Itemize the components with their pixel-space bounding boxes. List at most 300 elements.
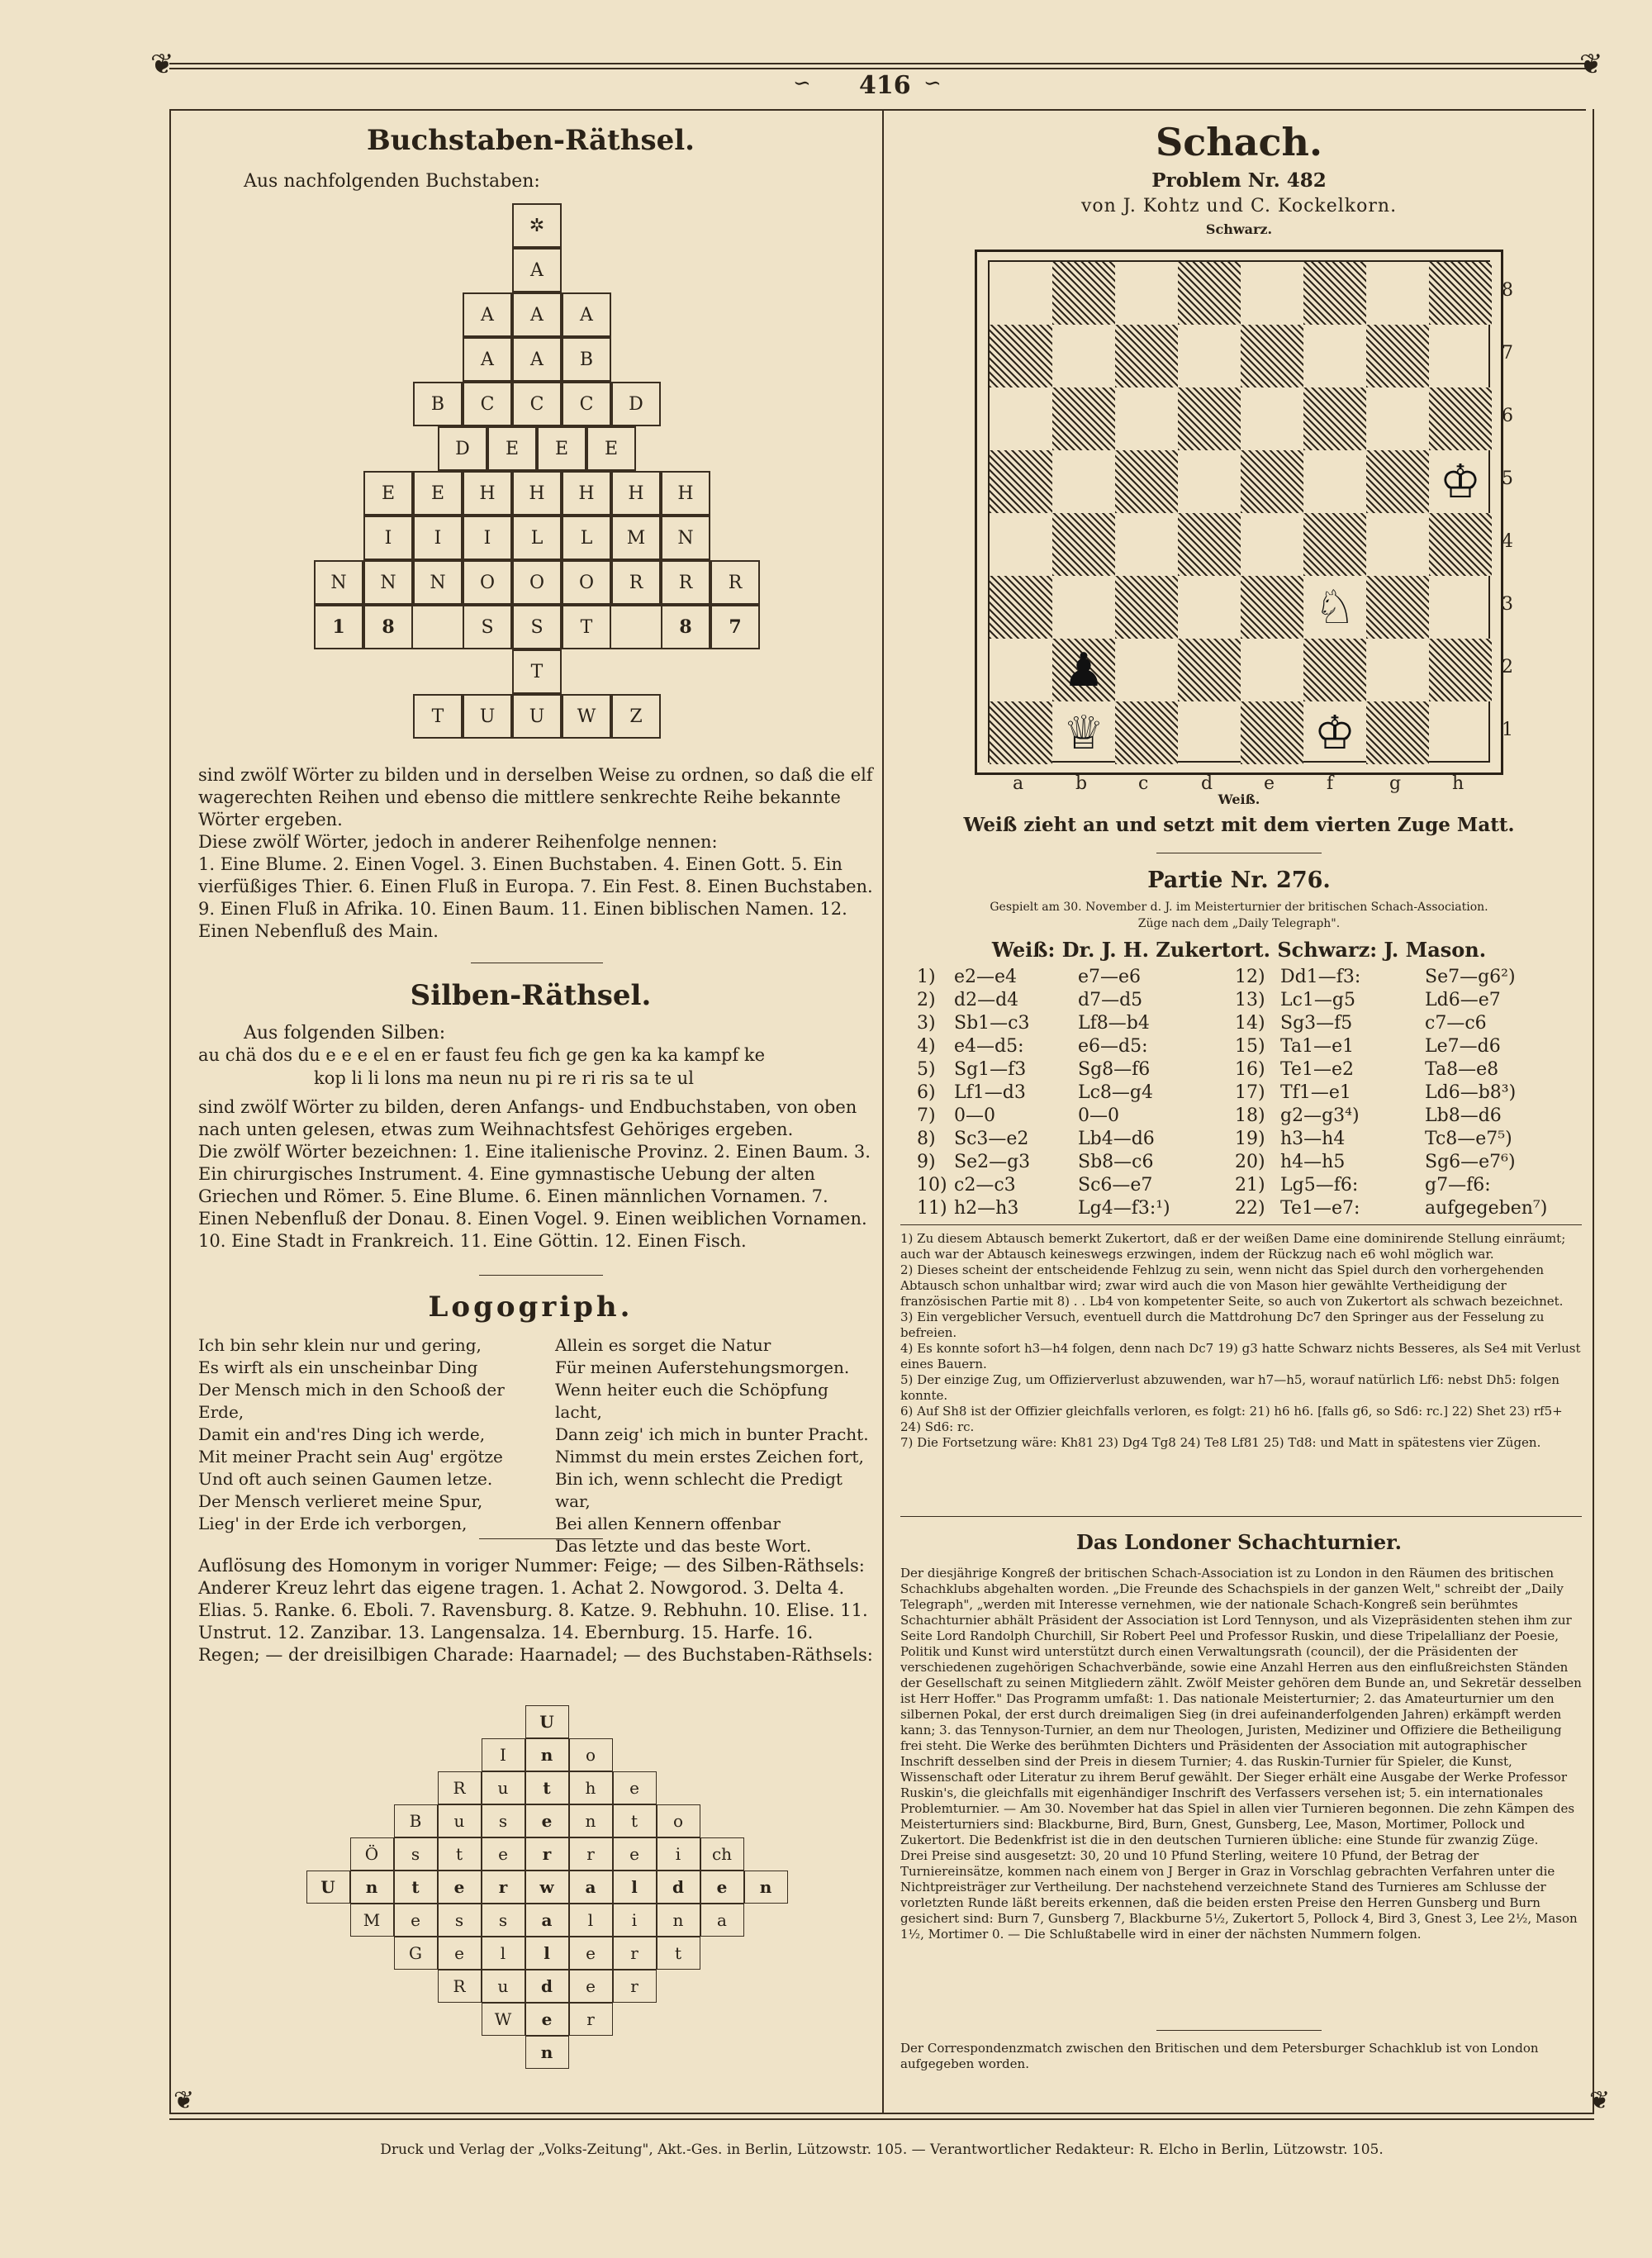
- section-divider: [479, 1538, 603, 1539]
- move-cell: g7—f6:: [1425, 1174, 1491, 1196]
- move-cell: 11): [917, 1197, 947, 1219]
- board-square: [1429, 325, 1492, 387]
- move-row: [917, 1011, 1565, 1034]
- move-cell: aufgegeben⁷): [1425, 1197, 1548, 1219]
- move-row: [917, 1058, 1565, 1081]
- board-square: [1429, 701, 1492, 764]
- ornament-left-icon: ❦: [150, 48, 174, 81]
- move-cell: Sc3—e2: [954, 1128, 1029, 1149]
- puzzle-cell: H: [562, 471, 611, 516]
- ornament-right-icon: ❦: [1579, 48, 1603, 81]
- puzzle-cell: B: [413, 382, 463, 426]
- solution-cell: e: [525, 2003, 569, 2036]
- move-cell: Lc1—g5: [1280, 989, 1356, 1010]
- move-cell: Sg8—f6: [1078, 1058, 1151, 1080]
- notes-rule: [900, 1224, 1582, 1225]
- move-cell: 4): [917, 1035, 936, 1057]
- move-cell: 10): [917, 1174, 947, 1196]
- solution-cell: s: [438, 1904, 482, 1937]
- solution-cell: r: [569, 1837, 613, 1871]
- partie-notes: 1) Zu diesem Abtausch bemerkt Zukertort, daß er der weißen Dame eine dominirende Stellung einräumt; auch war der Abtausch keineswegs erzwingen, indem der Rückzug nach e6 wohl möglich war. 2) Dieses scheint der entscheidende Fehlzug zu sein, wenn nicht das Spiel durch den vorhergehenden Abtausch schon unhaltbar wird; zwar wird auch die von Mason hier gewählte Vertheidigung der französischen Partie mit 8) . . Lb4 von kompetenter Seite, so auch von Zukertort als schwach bezeichnet. 3) Ein vergeblicher Versuch, eventuell durch die Mattdrohung Dc7 den Springer aus der Fesselung zu befreien. 4) Es konnte sofort h3—h4 folgen, denn nach Dc7 19) g3 hatte Schwarz nichts Besseres, als Se4 mit Verlust eines Bauern. 5) Der einzige Zug, um Offizierverlust abzuwenden, war h7—h5, worauf natürlich Lf6: nebst Dh5: folgen konnte. 6) Auf Sh8 ist der Offizier gleichfalls verloren, es folgt: 21) h6 h6. [falls g6, so Sd6: rc.] 22) Shet 23) rf5+ 24) Sd6: rc. 7) Die Fortsetzung wäre: Kh81 23) Dg4 Tg8 24) Te8 Lf81 25) Td8: und Matt in spätestens vier Zügen.: [900, 1231, 1581, 1450]
- board-square: [1115, 262, 1178, 325]
- solution-cell: a: [569, 1871, 613, 1904]
- partie-subtitle-1: Gespielt am 30. November d. J. im Meisterturnier der britischen Schach-Association.: [990, 901, 1488, 914]
- board-square: [1115, 387, 1178, 450]
- solution-cell: d: [525, 1970, 569, 2003]
- puzzle-cell: A: [463, 292, 512, 337]
- move-cell: Sb8—c6: [1078, 1151, 1154, 1172]
- solution-cell: R: [438, 1771, 482, 1804]
- rank-label: 4: [1502, 531, 1513, 552]
- header-rule: [169, 109, 1586, 111]
- solution-cell: e: [438, 1937, 482, 1970]
- puzzle-cell: D: [438, 426, 487, 471]
- move-cell: e2—e4: [954, 966, 1018, 987]
- board-square: [990, 576, 1052, 639]
- solution-cell: R: [438, 1970, 482, 2003]
- board-square: [1366, 325, 1429, 387]
- puzzle-cell: I: [363, 516, 413, 560]
- board-square: [1052, 450, 1115, 513]
- board-square: [1303, 639, 1366, 701]
- solution-cell: e: [569, 1937, 613, 1970]
- puzzle-cell: A: [463, 337, 512, 382]
- solution-cell: a: [700, 1904, 744, 1937]
- solution-cell: e: [569, 1970, 613, 2003]
- puzzle-cell: 8: [661, 605, 710, 649]
- puzzle-cell: H: [463, 471, 512, 516]
- puzzle-cell: W: [562, 694, 611, 739]
- logogriph-col-2: Allein es sorget die Natur Für meinen Auferstehungsmorgen. Wenn heiter euch die Schöpfung lacht, Dann zeig' ich mich in bunter Pracht. Nimmst du mein erstes Zeichen fort, Bin ich, wenn schlecht die Predigt war, Bei allen Kennern offenbar Das letzte und das beste Wort.: [555, 1335, 869, 1556]
- file-label: e: [1264, 773, 1275, 794]
- solution-cell: i: [613, 1904, 657, 1937]
- board-square: [1052, 325, 1115, 387]
- puzzle-cell: L: [512, 516, 562, 560]
- puzzle-cell: 1: [314, 605, 363, 649]
- solution-cell: a: [525, 1904, 569, 1937]
- white-queen-icon: ♕: [1062, 706, 1105, 760]
- board-square: [1178, 639, 1241, 701]
- file-label: f: [1327, 773, 1334, 794]
- move-cell: e4—d5:: [954, 1035, 1024, 1057]
- white-king-icon: ♔: [1313, 706, 1356, 760]
- moves-table: [917, 965, 1565, 1219]
- board-square: [1366, 513, 1429, 576]
- solution-cell: u: [482, 1771, 525, 1804]
- chess-board: [975, 250, 1503, 775]
- move-cell: 2): [917, 989, 936, 1010]
- move-row: [917, 1196, 1565, 1219]
- board-square: [1178, 701, 1241, 764]
- solution-cell: l: [569, 1904, 613, 1937]
- board-square: [1303, 325, 1366, 387]
- puzzle-cell: A: [512, 248, 562, 292]
- top-rule-2: [169, 68, 1586, 69]
- bottom-rule: [169, 2113, 1594, 2114]
- move-cell: 0—0: [954, 1105, 995, 1126]
- board-square: [990, 262, 1052, 325]
- puzzle-cell: E: [586, 426, 636, 471]
- solution-cell: Ö: [350, 1837, 394, 1871]
- puzzle-cell: ✲: [512, 203, 562, 248]
- file-label: h: [1452, 773, 1464, 794]
- move-cell: Lf1—d3: [954, 1081, 1026, 1103]
- board-square: [1429, 387, 1492, 450]
- move-cell: 7): [917, 1105, 936, 1126]
- turnier-text: Der diesjährige Kongreß der britischen Schach-Association ist zu London in den Räumen des britischen Schachklubs abgehalten worden. „Die Freunde des Schachspiels in der ganzen Welt," schreibt der „Daily Telegraph", „werden mit Interesse vernehmen, wie der nationale Schach-Kongreß sein berühmtes Schachturnier abhält Präsident der Association ist Lord Tennyson, und als Vizepräsidenten stehen ihm zur Seite Lord Randolph Churchill, Sir Robert Peel und Professor Ruskin, und diese Tripelallianz der Poesie, Politik und Kunst wird unterstützt durch einen Verwaltungsrath (council), der die Präsidenten der verschiedenen zugehörigen Schachverbände, sowie eine Anzahl Herren aus den einflußreichsten Ständen der Gesellschaft zu seinen Mitgliedern zählt. Zwölf Meister gehören dem Bunde an, und Sekretär desselben ist Herr Hoffer." Das Programm umfaßt: 1. Das nationale Meisterturnier; 2. das Amateurturnier um den silbernen Pokal, der erst durch dreimaligen Sieg (in drei aufeinanderfolgenden Jahren) erkämpft werden kann; 3. das Tennyson-Turnier, an dem nur Theologen, Juristen, Mediziner und Offiziere die Betheiligung frei steht. Die Werke des berühmten Dichters und Präsidenten der Association mit autographischer Inschrift desselben sind der Preis in diesem Turnier; 4. das Ruskin-Turnier für Spieler, die Kunst, Wissenschaft oder Literatur zu ihrem Beruf gewählt. Der Sieger erhält eine Ausgabe der Werke Professor Ruskin's, die gleichfalls mit eigenhändiger Inschrift des Verfassers versehen ist; 5. ein internationales Problemturnier. — Am 30. November hat das Spiel in allen vier Turnieren begonnen. Die zehn Kämpen des Meisterturniers sind: Blackburne, Bird, Burn, Gnest, Gunsberg, Lee, Mason, Mortimer, Pollock und Zukertort. Die Bedenkfrist ist die in den deutschen Turnieren übliche: eine Stunde für zwanzig Züge. Drei Preise sind ausgesetzt: 30, 20 und 10 Pfund Sterling, weitere 10 Pfund, der Betrag der Turniereinsätze, kommen nach einem von J Berger in Graz in Vorschlag gebrachten Verfahren unter die Nichtpreisträger zur Vertheilung. Der nachstehend verzeichnete Stand des Turnieres am Schlusse der vorletzten Runde läßt bereits erkennen, daß die beiden ersten Preise den Herren Gunsberg und Burn gesichert sind: Burn 7, Gunsberg 7, Blackburne 5½, Zukertort 5, Pollock 4, Bird 3, Gnest 3, Lee 2½, Mason 1½, Mortimer 0. — Die Schlußtabelle wird in einer der nächsten Nummern folgen.: [900, 1566, 1582, 1942]
- board-square: [1303, 513, 1366, 576]
- solution-cell: r: [613, 1970, 657, 2003]
- move-row: [917, 1104, 1565, 1127]
- board-square: [1366, 639, 1429, 701]
- solution-cell: d: [657, 1871, 700, 1904]
- board-square: [1115, 513, 1178, 576]
- board-square: [1366, 387, 1429, 450]
- buchstaben-text: sind zwölf Wörter zu bilden und in derselben Weise zu ordnen, so daß die elf wagerechten Reihen und ebenso die mittlere senkrechte Reihe bekannte Wörter ergeben. Diese zwölf Wörter, jedoch in anderer Reihenfolge nennen: 1. Eine Blume. 2. Einen Vogel. 3. Einen Buchstaben. 4. Einen Gott. 5. Ein vierfüßiges Thier. 6. Einen Fluß in Europa. 7. Ein Fest. 8. Einen Buchstaben. 9. Einen Fluß in Afrika. 10. Einen Baum. 11. Einen biblischen Namen. 12. Einen Nebenfluß des Main.: [198, 765, 873, 941]
- page-number-ornament-left-icon: ∽: [793, 71, 811, 96]
- turnier-rule: [900, 1516, 1582, 1517]
- board-square: [1178, 325, 1241, 387]
- partie-subtitle-2: Züge nach dem „Daily Telegraph".: [1137, 917, 1341, 930]
- board-square: [1178, 387, 1241, 450]
- board-square: [1241, 576, 1303, 639]
- move-cell: h4—h5: [1280, 1151, 1346, 1172]
- board-square: [990, 639, 1052, 701]
- puzzle-cell: L: [562, 516, 611, 560]
- puzzle-cell: 7: [710, 605, 760, 649]
- rank-label: 7: [1502, 343, 1513, 364]
- solution-cell: e: [394, 1904, 438, 1937]
- rank-label: 2: [1502, 657, 1513, 677]
- board-square: [1429, 576, 1492, 639]
- logogriph-title: Logogriph.: [428, 1291, 634, 1324]
- solution-cell: n: [744, 1871, 788, 1904]
- solution-cell: r: [525, 1837, 569, 1871]
- puzzle-cell: N: [314, 560, 363, 605]
- problem-authors: von J. Kohtz und C. Kockelkorn.: [1080, 196, 1398, 216]
- puzzle-cell: S: [512, 605, 562, 649]
- move-cell: Se7—g6²): [1425, 966, 1516, 987]
- puzzle-cell: H: [611, 471, 661, 516]
- board-square: [1429, 513, 1492, 576]
- move-cell: Sg3—f5: [1280, 1012, 1353, 1034]
- solution-cell: l: [525, 1937, 569, 1970]
- logogriph-col-1: Ich bin sehr klein nur und gering, Es wirft als ein unscheinbar Ding Der Mensch mich in den Schooß der Erde, Damit ein and'res Ding ich werde, Mit meiner Pracht sein Aug' ergötze Und oft auch seinen Gaumen letze. Der Mensch verlieret meine Spur, Lieg' in der Erde ich verborgen,: [198, 1335, 505, 1533]
- board-square: [1366, 576, 1429, 639]
- puzzle-cell: R: [661, 560, 710, 605]
- move-cell: e7—e6: [1078, 966, 1142, 987]
- solution-cell: l: [613, 1871, 657, 1904]
- move-cell: 3): [917, 1012, 936, 1034]
- section-divider: [1156, 2030, 1322, 2031]
- solution-cell: s: [482, 1904, 525, 1937]
- solution-cell: t: [525, 1771, 569, 1804]
- buchstaben-intro: Aus nachfolgenden Buchstaben:: [244, 171, 540, 192]
- white-label: Weiß.: [1218, 791, 1260, 807]
- move-cell: c2—c3: [954, 1174, 1016, 1196]
- board-square: [1241, 639, 1303, 701]
- puzzle-cell: M: [611, 516, 661, 560]
- move-row: [917, 1081, 1565, 1104]
- move-cell: Se2—g3: [954, 1151, 1031, 1172]
- solution-cell: G: [394, 1937, 438, 1970]
- move-cell: 14): [1235, 1012, 1265, 1034]
- move-row: [917, 965, 1565, 988]
- solution-cell: u: [482, 1970, 525, 2003]
- solution-cell: W: [482, 2003, 525, 2036]
- board-square: [1303, 262, 1366, 325]
- puzzle-cell: R: [611, 560, 661, 605]
- puzzle-cell: S: [463, 605, 512, 649]
- board-square: [1178, 513, 1241, 576]
- move-cell: 20): [1235, 1151, 1265, 1172]
- move-cell: 1): [917, 966, 936, 987]
- aufloesung-text: Auflösung des Homonym in voriger Nummer: Feige; — des Silben-Räthsels: Anderer Kreuz lehrt das eigene tragen. 1. Achat 2. Nowgorod. 3. Delta 4. Elias. 5. Ranke. 6. Eboli. 7. Ravensburg. 8. Katze. 9. Rebhuhn. 10. Elise. 11. Unstrut. 12. Zanzibar. 13. Langensalza. 14. Ebernburg. 15. Harfe. 16. Regen; — der dreisilbigen Charade: Haarnadel; — des Buchstaben-Räthsels:: [198, 1556, 873, 1665]
- move-cell: Sb1—c3: [954, 1012, 1030, 1034]
- board-square: [1115, 450, 1178, 513]
- move-cell: Ta8—e8: [1425, 1058, 1499, 1080]
- solution-cell: e: [438, 1871, 482, 1904]
- file-label: b: [1075, 773, 1088, 794]
- move-cell: 18): [1235, 1105, 1265, 1126]
- white-king-icon: ♔: [1439, 454, 1482, 509]
- board-square: [1429, 639, 1492, 701]
- puzzle-cell: O: [562, 560, 611, 605]
- move-cell: Tc8—e7⁵): [1425, 1128, 1512, 1149]
- board-square: [1303, 387, 1366, 450]
- move-cell: Ta1—e1: [1280, 1035, 1355, 1057]
- top-rule: [169, 63, 1586, 64]
- solution-cell: i: [657, 1837, 700, 1871]
- puzzle-cell: U: [463, 694, 512, 739]
- solution-cell: t: [394, 1871, 438, 1904]
- board-square: [1178, 262, 1241, 325]
- puzzle-cell: C: [512, 382, 562, 426]
- board-square: [1052, 262, 1115, 325]
- puzzle-cell: I: [413, 516, 463, 560]
- solution-cell: t: [613, 1804, 657, 1837]
- board-square: [1303, 450, 1366, 513]
- move-cell: 9): [917, 1151, 936, 1172]
- board-square: [1366, 262, 1429, 325]
- white-knight-icon: ♘: [1313, 580, 1356, 635]
- move-cell: 13): [1235, 989, 1265, 1010]
- move-cell: Lb4—d6: [1078, 1128, 1155, 1149]
- solution-cell: n: [657, 1904, 700, 1937]
- puzzle-cell: E: [413, 471, 463, 516]
- puzzle-cell: H: [661, 471, 710, 516]
- move-cell: Lg4—f3:¹): [1078, 1197, 1170, 1219]
- move-cell: 15): [1235, 1035, 1265, 1057]
- puzzle-cell: [413, 605, 463, 649]
- move-cell: 22): [1235, 1197, 1265, 1219]
- board-square: [990, 325, 1052, 387]
- move-cell: e6—d5:: [1078, 1035, 1148, 1057]
- board-square: [1052, 576, 1115, 639]
- solution-cell: r: [613, 1937, 657, 1970]
- move-cell: 21): [1235, 1174, 1265, 1196]
- board-square: [1429, 262, 1492, 325]
- solution-cell: e: [613, 1771, 657, 1804]
- board-square: [990, 701, 1052, 764]
- solution-cell: h: [569, 1771, 613, 1804]
- puzzle-cell: R: [710, 560, 760, 605]
- puzzle-cell: N: [363, 560, 413, 605]
- board-square: [990, 450, 1052, 513]
- solution-cell: s: [482, 1804, 525, 1837]
- move-cell: d2—d4: [954, 989, 1019, 1010]
- board-square: [1241, 325, 1303, 387]
- board-square: [1052, 513, 1115, 576]
- solution-cell: B: [394, 1804, 438, 1837]
- rank-label: 6: [1502, 406, 1513, 426]
- move-cell: g2—g3⁴): [1280, 1105, 1360, 1126]
- puzzle-cell: O: [463, 560, 512, 605]
- board-square: [1115, 576, 1178, 639]
- frame-right: [1593, 109, 1594, 2113]
- solution-cell: o: [569, 1738, 613, 1771]
- puzzle-cell: T: [562, 605, 611, 649]
- solution-cell: w: [525, 1871, 569, 1904]
- puzzle-cell: A: [562, 292, 611, 337]
- move-cell: 6): [917, 1081, 936, 1103]
- move-row: [917, 1173, 1565, 1196]
- move-row: [917, 1150, 1565, 1173]
- solution-cell: t: [657, 1937, 700, 1970]
- black-pawn-icon: ♟: [1062, 643, 1105, 697]
- page-number: 416: [859, 71, 911, 100]
- move-cell: Tf1—e1: [1280, 1081, 1351, 1103]
- solution-cell: U: [306, 1871, 350, 1904]
- puzzle-cell: E: [487, 426, 537, 471]
- board-square: [1178, 576, 1241, 639]
- move-cell: Te1—e7:: [1280, 1197, 1360, 1219]
- solution-cell: n: [569, 1804, 613, 1837]
- puzzle-cell: T: [413, 694, 463, 739]
- puzzle-cell: H: [512, 471, 562, 516]
- ornament-bottom-left-icon: ❦: [173, 2086, 195, 2115]
- solution-cell: l: [482, 1937, 525, 1970]
- move-cell: h3—h4: [1280, 1128, 1346, 1149]
- frame-left: [169, 109, 171, 2113]
- puzzle-cell: C: [463, 382, 512, 426]
- board-square: [1241, 450, 1303, 513]
- puzzle-cell: C: [562, 382, 611, 426]
- move-cell: Lc8—g4: [1078, 1081, 1154, 1103]
- problem-task: Weiß zieht an und setzt mit dem vierten Zuge Matt.: [963, 814, 1515, 836]
- solution-cell: e: [700, 1871, 744, 1904]
- solution-cell: r: [482, 1871, 525, 1904]
- move-cell: Sg1—f3: [954, 1058, 1027, 1080]
- board-square: [990, 513, 1052, 576]
- file-label: c: [1138, 773, 1149, 794]
- puzzle-cell: [611, 605, 661, 649]
- move-cell: h2—h3: [954, 1197, 1019, 1219]
- puzzle-cell: E: [363, 471, 413, 516]
- puzzle-cell: 8: [363, 605, 413, 649]
- move-cell: Ld6—b8³): [1425, 1081, 1517, 1103]
- turnier-closing: Der Correspondenzmatch zwischen den Britischen und dem Petersburger Schachklub ist von London aufgegeben worden.: [900, 2041, 1539, 2071]
- board-square: [1178, 450, 1241, 513]
- move-cell: Sc6—e7: [1078, 1174, 1153, 1196]
- board-square: [1115, 701, 1178, 764]
- move-cell: 16): [1235, 1058, 1265, 1080]
- move-cell: 19): [1235, 1128, 1265, 1149]
- board-square: [1241, 701, 1303, 764]
- bottom-rule-2: [169, 2118, 1594, 2120]
- puzzle-cell: B: [562, 337, 611, 382]
- solution-cell: o: [657, 1804, 700, 1837]
- rank-label: 5: [1502, 468, 1513, 489]
- puzzle-cell: E: [537, 426, 586, 471]
- page-number-ornament-right-icon: ∽: [923, 71, 942, 96]
- solution-cell: n: [525, 1738, 569, 1771]
- solution-cell: M: [350, 1904, 394, 1937]
- puzzle-cell: D: [611, 382, 661, 426]
- puzzle-cell: I: [463, 516, 512, 560]
- puzzle-cell: N: [413, 560, 463, 605]
- solution-cell: U: [525, 1705, 569, 1738]
- puzzle-cell: A: [512, 292, 562, 337]
- solution-cell: s: [394, 1837, 438, 1871]
- move-cell: Lf8—b4: [1078, 1012, 1150, 1034]
- move-cell: 12): [1235, 966, 1265, 987]
- puzzle-cell: U: [512, 694, 562, 739]
- solution-cell: t: [438, 1837, 482, 1871]
- buchstaben-title: Buchstaben-Räthsel.: [366, 124, 695, 157]
- puzzle-cell: A: [512, 337, 562, 382]
- board-square: [1241, 513, 1303, 576]
- solution-cell: r: [569, 2003, 613, 2036]
- move-row: [917, 988, 1565, 1011]
- move-row: [917, 1127, 1565, 1150]
- puzzle-cell: N: [661, 516, 710, 560]
- solution-cell: e: [525, 1804, 569, 1837]
- schach-title: Schach.: [1156, 120, 1322, 164]
- move-cell: c7—c6: [1425, 1012, 1487, 1034]
- board-square: [1115, 325, 1178, 387]
- section-divider: [479, 1275, 603, 1276]
- silben-text: sind zwölf Wörter zu bilden, deren Anfangs- und Endbuchstaben, von oben nach unten gelesen, etwas zum Weihnachtsfest Gehöriges ergeben. Die zwölf Wörter bezeichnen: 1. Eine italienische Provinz. 2. Einen Baum. 3. Ein chirurgisches Instrument. 4. Eine gymnastische Uebung der alten Griechen und Römer. 5. Eine Blume. 6. Einen männlichen Vornamen. 7. Einen Nebenfluß der Donau. 8. Einen Vogel. 9. Einen weiblichen Vornamen. 10. Eine Stadt in Frankreich. 11. Eine Göttin. 12. Einen Fisch.: [198, 1097, 871, 1251]
- move-cell: Lb8—d6: [1425, 1105, 1502, 1126]
- silben-syllables-2: kop li li lons ma neun nu pi re ri ris sa te ul: [314, 1068, 694, 1088]
- silben-intro: Aus folgenden Silben:: [244, 1023, 446, 1043]
- puzzle-cell: Z: [611, 694, 661, 739]
- ornament-bottom-right-icon: ❦: [1589, 2086, 1611, 2115]
- column-divider: [882, 109, 884, 2113]
- silben-syllables-1: au chä dos du e e e el en er faust feu fich ge gen ka ka kampf ke: [198, 1045, 766, 1065]
- solution-cell: e: [613, 1837, 657, 1871]
- solution-cell: ch: [700, 1837, 744, 1871]
- board-square: [1052, 387, 1115, 450]
- turnier-title: Das Londoner Schachturnier.: [1076, 1530, 1402, 1554]
- file-label: a: [1013, 773, 1024, 794]
- board-square: [1366, 701, 1429, 764]
- board-square: [1241, 262, 1303, 325]
- move-cell: d7—d5: [1078, 989, 1143, 1010]
- problem-title: Problem Nr. 482: [1151, 169, 1327, 192]
- file-label: g: [1389, 773, 1402, 794]
- solution-cell: n: [350, 1871, 394, 1904]
- move-cell: Le7—d6: [1425, 1035, 1501, 1057]
- move-cell: 0—0: [1078, 1105, 1119, 1126]
- rank-label: 8: [1502, 280, 1513, 301]
- silben-title: Silben-Räthsel.: [410, 979, 652, 1012]
- footer-imprint: Druck und Verlag der „Volks-Zeitung", Akt.-Ges. in Berlin, Lützowstr. 105. — Verantwortlicher Redakteur: R. Elcho in Berlin, Lützowstr. 105.: [380, 2142, 1384, 2158]
- solution-cell: e: [482, 1837, 525, 1871]
- solution-cell: u: [438, 1804, 482, 1837]
- solution-cell: I: [482, 1738, 525, 1771]
